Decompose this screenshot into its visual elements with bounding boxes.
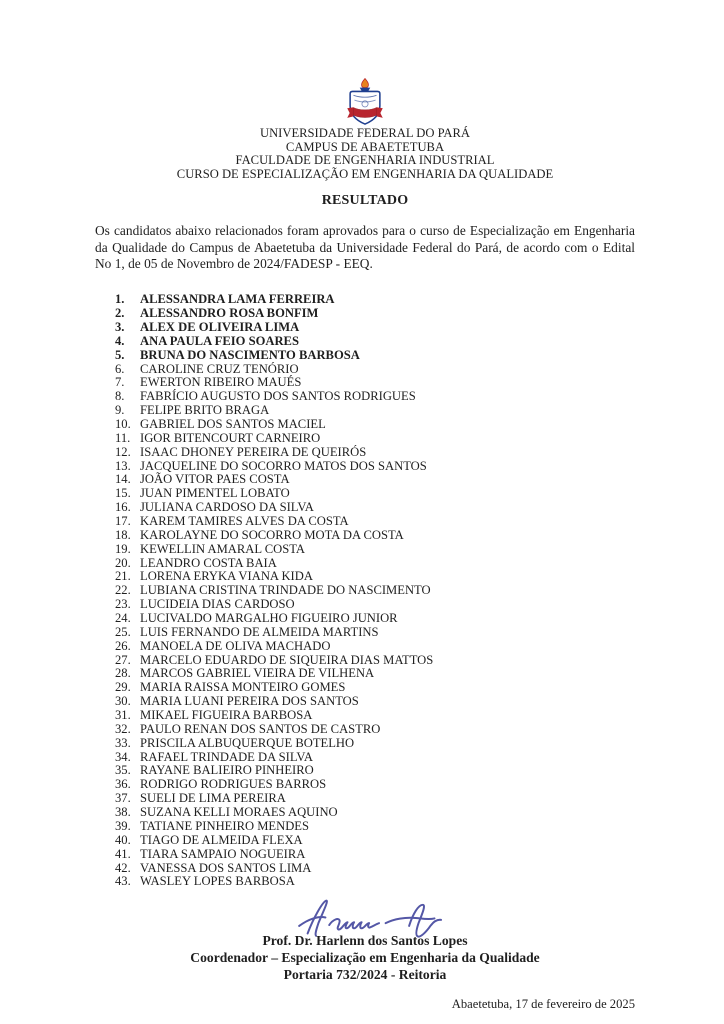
header-course: CURSO DE ESPECIALIZAÇÃO EM ENGENHARIA DA QUALIDADE [176,166,554,181]
candidate-row [115,570,635,584]
candidate-number: 8. [115,389,125,404]
candidate-name: IGOR BITENCOURT CARNEIRO [140,430,321,445]
candidate-row [115,820,635,834]
candidate-number: 14. [115,472,131,487]
candidate-name: KAREM TAMIRES ALVES DA COSTA [140,514,349,529]
candidate-row [115,751,635,765]
candidate-row [115,640,635,654]
candidate-name: MANOELA DE OLIVA MACHADO [140,638,331,653]
candidate-number: 32. [115,721,131,736]
candidate-row [115,737,635,751]
candidate-number: 3. [115,319,125,334]
candidate-name: MIKAEL FIGUEIRA BARBOSA [140,708,313,723]
candidate-number: 6. [115,361,125,376]
candidate-name: LUCIDEIA DIAS CARDOSO [140,597,295,612]
candidate-row [115,834,635,848]
signer-name: Prof. Dr. Harlenn dos Santos Lopes [262,933,468,949]
header-institution: UNIVERSIDADE FEDERAL DO PARÁ [259,126,471,140]
candidate-row [115,598,635,612]
candidate-number: 34. [115,749,131,764]
candidate-name: JUAN PIMENTEL LOBATO [140,486,290,501]
candidate-name: JOÃO VITOR PAES COSTA [140,472,290,487]
candidate-name: LEANDRO COSTA BAIA [140,555,277,570]
candidate-name: JACQUELINE DO SOCORRO MATOS DOS SANTOS [140,458,427,473]
candidate-name: TIARA SAMPAIO NOGUEIRA [140,846,306,861]
candidate-name: KEWELLIN AMARAL COSTA [140,541,306,556]
candidate-number: 40. [115,832,131,847]
candidate-row [115,307,635,321]
candidate-row [115,709,635,723]
candidate-number: 1. [115,292,125,307]
candidate-name: RAFAEL TRINDADE DA SILVA [140,749,313,764]
document-header [95,127,635,181]
candidate-number: 16. [115,500,131,515]
candidate-row [115,363,635,377]
candidate-number: 5. [115,347,125,362]
date-line: Abaetetuba, 17 de fevereiro de 2025 [451,997,635,1012]
candidate-name: RODRIGO RODRIGUES BARROS [140,777,327,792]
candidate-number: 15. [115,486,131,501]
candidate-number: 41. [115,846,131,861]
candidate-name: KAROLAYNE DO SOCORRO MOTA DA COSTA [140,527,404,542]
candidate-name: ALESSANDRA LAMA FERREIRA [140,292,335,307]
candidate-name: FELIPE BRITO BRAGA [140,403,270,418]
candidate-number: 38. [115,805,131,820]
candidate-row [115,529,635,543]
candidate-name: BRUNA DO NASCIMENTO BARBOSA [140,347,360,362]
candidate-row [115,667,635,681]
candidates-list [115,293,635,889]
candidate-row [115,806,635,820]
candidate-row [115,543,635,557]
candidate-row [115,681,635,695]
candidate-number: 43. [115,874,131,889]
candidate-row [115,501,635,515]
candidate-row [115,349,635,363]
candidate-row [115,654,635,668]
candidate-number: 26. [115,638,131,653]
candidate-number: 2. [115,306,125,321]
candidate-name: JULIANA CARDOSO DA SILVA [140,500,314,515]
candidate-number: 33. [115,735,131,750]
candidate-number: 31. [115,708,131,723]
candidate-row [115,792,635,806]
page-title: RESULTADO [321,193,409,209]
candidate-number: 20. [115,555,131,570]
candidate-name: MARIA LUANI PEREIRA DOS SANTOS [140,694,359,709]
candidate-name: LORENA ERYKA VIANA KIDA [140,569,313,584]
candidate-number: 19. [115,541,131,556]
header-faculty: FACULDADE DE ENGENHARIA INDUSTRIAL [235,153,495,168]
candidate-row [115,376,635,390]
candidate-number: 21. [115,569,131,584]
candidate-number: 36. [115,777,131,792]
signer-role: Coordenador – Especialização em Engenharia da Qualidade [190,950,540,966]
candidate-number: 27. [115,652,131,667]
candidate-row [115,487,635,501]
candidate-row [115,764,635,778]
candidate-number: 11. [115,430,131,445]
candidate-row [115,875,635,889]
candidate-row [115,626,635,640]
candidate-number: 23. [115,597,131,612]
candidate-name: LUIS FERNANDO DE ALMEIDA MARTINS [140,624,379,639]
candidate-row [115,404,635,418]
candidate-name: FABRÍCIO AUGUSTO DOS SANTOS RODRIGUES [140,389,416,404]
candidate-name: ALEX DE OLIVEIRA LIMA [140,319,300,334]
candidate-number: 10. [115,417,131,431]
candidate-number: 24. [115,611,131,626]
candidate-row [115,862,635,876]
candidate-name: WASLEY LOPES BARBOSA [140,874,295,889]
candidate-name: CAROLINE CRUZ TENÓRIO [140,361,299,376]
candidate-row [115,418,635,432]
candidate-number: 37. [115,791,131,806]
candidate-name: EWERTON RIBEIRO MAUÉS [140,375,302,390]
candidate-row [115,695,635,709]
candidate-number: 12. [115,444,131,459]
candidate-row [115,584,635,598]
candidate-number: 25. [115,624,131,639]
candidate-row [115,293,635,307]
candidate-name: TATIANE PINHEIRO MENDES [140,818,309,833]
candidate-row [115,390,635,404]
candidate-name: VANESSA DOS SANTOS LIMA [140,860,312,875]
candidate-number: 17. [115,514,131,529]
candidate-name: MARCELO EDUARDO DE SIQUEIRA DIAS MATTOS [140,652,434,667]
candidate-row [115,778,635,792]
candidate-number: 30. [115,694,131,709]
candidate-name: TIAGO DE ALMEIDA FLEXA [140,832,303,847]
candidate-row [115,335,635,349]
candidate-row [115,515,635,529]
candidate-number: 13. [115,458,131,473]
intro-paragraph: Os candidatos abaixo relacionados foram aprovados para o curso de Especialização em Engenharia da Qualidade do Campus de Abaetetuba da Universidade Federal do Pará, de acordo com o Edital No 1, de 05 de Novembro de 2024/FADESP - EEQ. [95,223,635,271]
candidate-row [115,473,635,487]
candidate-row [115,321,635,335]
candidate-number: 9. [115,403,125,418]
candidate-name: LUCIVALDO MARGALHO FIGUEIRO JUNIOR [140,611,398,626]
signature-block [95,894,635,983]
header-campus: CAMPUS DE ABAETETUBA [285,139,445,154]
ufpa-logo [95,78,635,126]
candidate-number: 22. [115,583,131,598]
candidate-name: PRISCILA ALBUQUERQUE BOTELHO [140,735,355,750]
candidate-row [115,460,635,474]
candidate-name: SUELI DE LIMA PEREIRA [140,791,286,806]
candidate-number: 28. [115,666,131,681]
candidate-number: 18. [115,527,131,542]
ufpa-crest-icon [345,78,385,126]
candidate-row [115,557,635,571]
candidate-number: 42. [115,860,131,875]
candidate-name: PAULO RENAN DOS SANTOS DE CASTRO [140,721,381,736]
candidate-number: 29. [115,680,131,695]
candidate-number: 35. [115,763,131,778]
candidate-name: MARIA RAISSA MONTEIRO GOMES [140,680,346,695]
candidate-number: 39. [115,818,131,833]
candidate-number: 4. [115,333,125,348]
candidate-name: GABRIEL DOS SANTOS MACIEL [140,417,326,431]
candidate-row [115,446,635,460]
candidate-name: RAYANE BALIEIRO PINHEIRO [140,763,314,778]
candidate-name: SUZANA KELLI MORAES AQUINO [140,805,338,820]
candidate-name: ALESSANDRO ROSA BONFIM [140,306,319,321]
candidate-name: MARCOS GABRIEL VIEIRA DE VILHENA [140,666,375,681]
signer-portaria: Portaria 732/2024 - Reitoria [283,967,447,983]
candidate-name: ANA PAULA FEIO SOARES [140,333,299,348]
candidate-row [115,612,635,626]
candidate-row [115,723,635,737]
candidate-name: ISAAC DHONEY PEREIRA DE QUEIRÓS [140,444,367,459]
candidate-number: 7. [115,375,125,390]
candidate-name: LUBIANA CRISTINA TRINDADE DO NASCIMENTO [140,583,431,598]
candidate-row [115,848,635,862]
candidate-row [115,432,635,446]
